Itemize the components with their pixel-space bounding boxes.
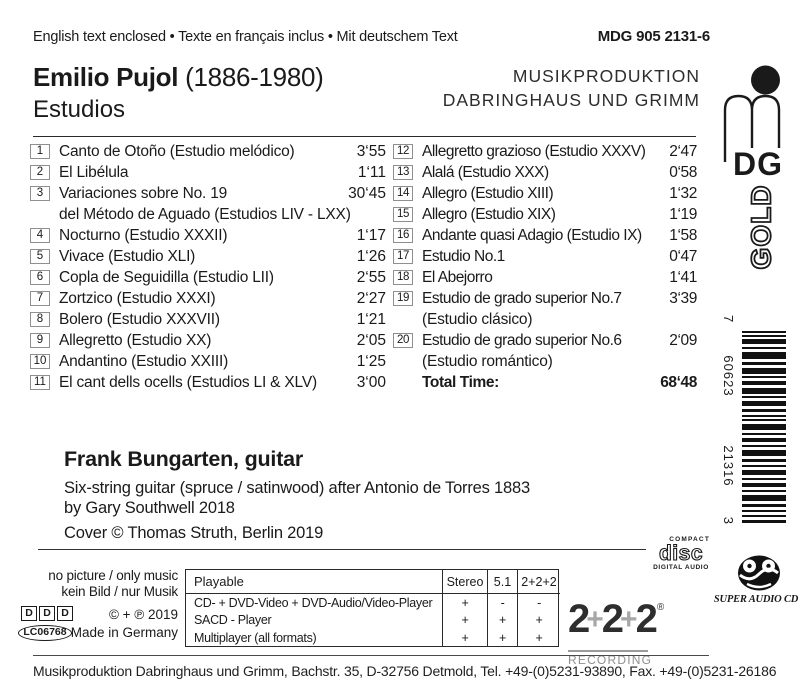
playable-value: - xyxy=(537,596,541,610)
super-audio-cd-icon xyxy=(737,554,781,592)
recording-label: RECORDING xyxy=(568,650,648,667)
copyright-year: © + ℗ 2019 xyxy=(108,607,178,622)
track-time: 1‘25 xyxy=(356,352,386,370)
track-title: Allegretto grazioso (Estudio XXXV) xyxy=(422,142,646,160)
track-title: Allegro (Estudio XIX) xyxy=(422,205,556,223)
playable-values-stereo xyxy=(442,593,487,646)
track-time: 1‘41 xyxy=(669,268,697,286)
playable-value: + xyxy=(535,630,543,645)
track-row xyxy=(393,183,697,204)
ddd-letter-box: D xyxy=(39,606,55,621)
track-number: 16 xyxy=(393,228,413,243)
track-number: 18 xyxy=(393,270,413,285)
catalog-number: MDG 905 2131-6 xyxy=(597,28,710,45)
track-subtitle: (Estudio clásico) xyxy=(422,311,533,328)
track-number: 9 xyxy=(30,333,50,348)
album-title: Estudios xyxy=(33,96,126,123)
track-time: 1‘32 xyxy=(669,184,697,202)
playable-row-label: SACD - Player xyxy=(194,613,272,628)
track-time: 1‘21 xyxy=(356,310,386,328)
track-number: 3 xyxy=(30,186,50,201)
track-title: Estudio de grado superior No.7 xyxy=(422,289,622,307)
track-number: 19 xyxy=(393,291,413,306)
track-title: Andante quasi Adagio (Estudio IX) xyxy=(422,226,642,244)
track-row xyxy=(30,309,386,330)
track-time: 0‘47 xyxy=(669,247,697,265)
column-header-222: 2+2+2 xyxy=(517,570,560,593)
playable-value: + xyxy=(461,613,469,628)
divider-bottom xyxy=(33,655,709,656)
divider-middle xyxy=(38,549,646,550)
track-time: 1‘58 xyxy=(669,226,697,244)
222-digit: 2 xyxy=(601,597,623,641)
playable-value: + xyxy=(499,613,506,628)
track-row xyxy=(393,225,697,246)
playable-row-labels xyxy=(186,593,442,646)
ddd-letter-box: D xyxy=(57,606,73,621)
playable-value: + xyxy=(461,596,469,610)
222-digit: 2 xyxy=(568,597,589,641)
track-title: Copla de Seguidilla (Estudio LII) xyxy=(59,268,274,286)
track-title: Canto de Otoño (Estudio melódico) xyxy=(59,142,295,160)
mdg-dg-text: DG xyxy=(733,146,783,182)
track-subtitle: (Estudio romántico) xyxy=(422,353,553,370)
track-number: 20 xyxy=(393,333,413,348)
222-digits xyxy=(568,588,665,648)
playable-value: - xyxy=(500,596,505,610)
barcode-digit-group: 3 xyxy=(721,516,736,525)
track-number: 15 xyxy=(393,207,413,222)
cover-credit: Cover © Thomas Struth, Berlin 2019 xyxy=(64,524,324,542)
track-time: 2‘09 xyxy=(669,331,697,349)
track-title: El Abejorro xyxy=(422,268,493,286)
playable-value: + xyxy=(499,630,506,645)
track-row xyxy=(393,330,697,351)
track-row xyxy=(30,162,386,183)
track-time: 1‘26 xyxy=(356,247,386,265)
track-time: 3‘39 xyxy=(669,289,697,307)
track-row xyxy=(393,204,697,225)
barcode xyxy=(721,315,786,525)
track-number: 17 xyxy=(393,249,413,264)
composer-name: Emilio Pujol xyxy=(33,62,179,92)
track-number: 5 xyxy=(30,249,50,264)
track-title: Variaciones sobre No. 19 xyxy=(59,184,228,202)
track-row xyxy=(30,141,386,162)
track-row xyxy=(393,267,697,288)
track-row xyxy=(393,288,697,309)
column-header-51: 5.1 xyxy=(487,570,517,593)
playable-row-label: CD- + DVD-Video + DVD-Audio/Video-Player xyxy=(194,596,433,610)
playable-values-51 xyxy=(487,593,517,646)
track-time: 2‘27 xyxy=(356,289,386,307)
tracklist-right-column xyxy=(393,141,697,393)
track-row xyxy=(30,225,386,246)
track-title: Estudio No.1 xyxy=(422,247,505,265)
barcode-digit-group: 60623 xyxy=(721,355,736,397)
track-number: 4 xyxy=(30,228,50,243)
track-time: 0‘58 xyxy=(669,163,697,181)
222-plus: + xyxy=(620,603,638,636)
compact-disc-logo-top: COMPACT xyxy=(669,536,710,543)
track-time: 2‘47 xyxy=(669,142,697,160)
playable-values-222 xyxy=(517,593,560,646)
artist-name: Frank Bungarten, guitar xyxy=(64,447,304,471)
barcode-digit-group: 21316 xyxy=(721,445,736,487)
track-number: 10 xyxy=(30,354,50,369)
track-row xyxy=(393,246,697,267)
track-title: Allegretto (Estudio XX) xyxy=(59,331,212,349)
playable-formats-table xyxy=(185,569,559,647)
track-row xyxy=(30,288,386,309)
record-label-line1: MUSIKPRODUKTION xyxy=(512,66,700,86)
composer-line xyxy=(33,62,324,93)
track-number: 7 xyxy=(30,291,50,306)
ddd-recording-badge xyxy=(21,606,75,621)
track-row xyxy=(393,141,697,162)
no-picture-note xyxy=(0,568,178,600)
track-time: 30‘45 xyxy=(348,184,386,202)
track-time: 1‘17 xyxy=(356,226,386,244)
playable-row-label: Multiplayer (all formats) xyxy=(194,630,317,645)
track-title: Estudio de grado superior No.6 xyxy=(422,331,622,349)
made-in-note: Made in Germany xyxy=(70,625,178,640)
track-time: 3‘55 xyxy=(356,142,386,160)
total-time-value: 68‘48 xyxy=(660,373,697,391)
barcode-digits xyxy=(721,315,736,525)
track-row xyxy=(30,246,386,267)
track-time: 2‘05 xyxy=(356,331,386,349)
ddd-letter-box: D xyxy=(21,606,37,621)
divider-top xyxy=(33,136,696,137)
publisher-address: Musikproduktion Dabringhaus und Grimm, Bachstr. 35, D-32756 Detmold, Tel. +49-(0)5231-93890, Fax. +49-(0)5231-26186 xyxy=(33,663,777,679)
track-row xyxy=(30,372,386,393)
no-picture-line2: kein Bild / nur Musik xyxy=(61,584,178,599)
track-row xyxy=(393,162,697,183)
record-label-line2: DABRINGHAUS UND GRIMM xyxy=(442,90,700,110)
playable-value: + xyxy=(535,613,543,628)
track-row xyxy=(30,183,386,204)
track-title: Andantino (Estudio XXIII) xyxy=(59,352,229,370)
track-title: Vivace (Estudio XLI) xyxy=(59,247,196,265)
mdg-gold-label: GOLD xyxy=(745,184,777,270)
track-time: 2‘55 xyxy=(356,268,386,286)
mdg-gold-text xyxy=(741,180,781,274)
track-number: 2 xyxy=(30,165,50,180)
track-row xyxy=(30,267,386,288)
222-digit: 2 xyxy=(635,597,656,641)
track-time: 3‘00 xyxy=(356,373,386,391)
compact-disc-logo xyxy=(650,537,712,571)
compact-disc-logo-bottom: DIGITAL AUDIO xyxy=(653,563,709,571)
track-number: 13 xyxy=(393,165,413,180)
registered-trademark-symbol: ® xyxy=(656,602,665,613)
no-picture-line1: no picture / only music xyxy=(48,568,178,583)
tracklist-left-column xyxy=(30,141,386,393)
track-number: 14 xyxy=(393,186,413,201)
track-time: 1‘19 xyxy=(669,205,697,223)
track-title: El cant dells ocells (Estudios LI & XLV) xyxy=(59,373,317,391)
playable-table-header: Playable xyxy=(194,574,244,589)
total-time-label: Total Time: xyxy=(422,373,499,391)
track-title: El Libélula xyxy=(59,163,129,181)
track-subtitle: del Método de Aguado (Estudios LIV - LXX) xyxy=(59,206,351,223)
language-info: English text enclosed • Texte en français inclus • Mit deutschem Text xyxy=(33,29,458,45)
track-title: Nocturno (Estudio XXXII) xyxy=(59,226,228,244)
track-number: 12 xyxy=(393,144,413,159)
track-number: 6 xyxy=(30,270,50,285)
instrument-line1: Six-string guitar (spruce / satinwood) after Antonio de Torres 1883 xyxy=(64,479,530,497)
track-title: Alalá (Estudio XXX) xyxy=(422,163,549,181)
playable-value: + xyxy=(461,630,469,645)
label-code-badge: LC06768 xyxy=(18,625,72,641)
track-title: Zortzico (Estudio XXXI) xyxy=(59,289,216,307)
track-row xyxy=(30,351,386,372)
total-time-row xyxy=(393,372,697,393)
track-title: Bolero (Estudio XXXVII) xyxy=(59,310,220,328)
column-header-stereo: Stereo xyxy=(442,570,487,593)
barcode-bars-icon xyxy=(742,315,786,525)
barcode-digit-group: 7 xyxy=(721,315,736,324)
composer-dates: (1886-1980) xyxy=(185,62,324,92)
record-label-name xyxy=(443,64,700,112)
track-number: 1 xyxy=(30,144,50,159)
track-row xyxy=(30,330,386,351)
222-plus: + xyxy=(586,603,604,636)
track-number: 11 xyxy=(30,375,50,390)
instrument-line2: by Gary Southwell 2018 xyxy=(64,499,235,517)
track-number: 8 xyxy=(30,312,50,327)
super-audio-cd-label: SUPER AUDIO CD xyxy=(713,594,799,605)
track-time: 1‘11 xyxy=(357,163,386,181)
compact-disc-logo-disc: disc xyxy=(658,541,704,565)
track-title: Allegro (Estudio XIII) xyxy=(422,184,554,202)
